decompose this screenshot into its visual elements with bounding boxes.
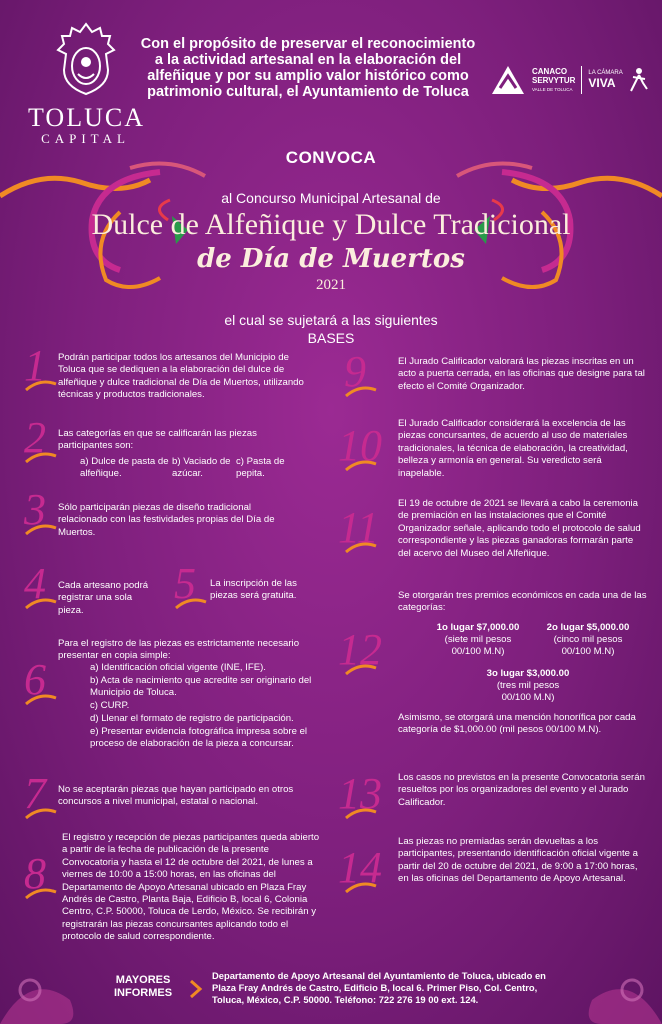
- requirement-b: b) Acta de nacimiento que acredite ser originario del Municipio de Toluca.: [90, 675, 312, 699]
- item-text-1: Podrán participar todos los artesanos del Municipio de Toluca que se dediquen a la elaboración del dulce de alfeñique y dulce tradicional de Día de Muertos, utilizando técnicas y productos tradicionales.: [58, 352, 304, 401]
- canaco-line-1: CANACO: [532, 66, 568, 76]
- swoosh-icon: [344, 880, 378, 894]
- swoosh-icon: [344, 662, 378, 676]
- item-number-8: 8: [24, 849, 46, 898]
- crest-icon: [56, 22, 116, 96]
- requirement-e: e) Presentar evidencia fotográfica impresa sobre el proceso de elaboración de la pieza a concursar.: [90, 726, 308, 750]
- camara-line-2: VIVA: [588, 76, 616, 90]
- more-info-line-1: MAYORES: [115, 974, 171, 986]
- item-number-11: 11: [338, 503, 379, 552]
- item-number-13: 13: [338, 769, 382, 818]
- swoosh-icon: [24, 806, 58, 820]
- contest-title-line-2: de Día de Muertos: [197, 244, 465, 274]
- item-number-14: 14: [338, 843, 382, 892]
- item-text-12-honorable: Asimismo, se otorgará una mención honorífica por cada categoría de $1,000.00 (mil pesos 00/100 M.N).: [398, 712, 636, 736]
- swoosh-icon: [344, 458, 378, 472]
- dancer-icon: [629, 67, 649, 93]
- item-text-3: Sólo participarán piezas de diseño tradicional relacionado con las festividades propias del Día de Muertos.: [58, 502, 275, 538]
- item-text-7: No se aceptarán piezas que hayan participado en otros concursos a nivel municipal, estatal o nacional.: [58, 784, 294, 808]
- prize-3-amount: 3o lugar $3,000.00: [486, 668, 570, 679]
- item-text-14: Las piezas no premiadas serán devueltas a los participantes, presentando identificación oficial vigente a partir del 20 de octubre del 2021, de 9:00 a 17:00 horas, en las oficinas del Departamento de Apoyo Artesanal.: [398, 836, 638, 885]
- swoosh-icon: [344, 540, 378, 554]
- swoosh-icon: [24, 450, 58, 464]
- swoosh-icon: [24, 886, 58, 900]
- item-number-4: 4: [24, 559, 46, 608]
- item-number-9: 9: [344, 347, 366, 396]
- prize-1-words: (siete mil pesos 00/100 M.N): [444, 634, 512, 658]
- item-number-1: 1: [24, 341, 46, 390]
- swoosh-icon: [24, 692, 58, 706]
- swoosh-icon: [24, 522, 58, 536]
- logo-subtitle: CAPITAL: [41, 131, 130, 146]
- swoosh-icon: [24, 378, 58, 392]
- item-text-12: Se otorgarán tres premios económicos en cada una de las categorías:: [398, 590, 647, 614]
- item-text-11: El 19 de octubre de 2021 se llevará a cabo la ceremonia de premiación en las instalaciones que el Comité Organizador señale, aplicando todo el protocolo de salud correspondiente y las piezas ganadoras formarán parte del acervo del Museo del Alfeñique.: [398, 498, 641, 559]
- item-text-13: Los casos no previstos en la presente Convocatoria serán resueltos por los organizadores del evento y el Jurado Calificador.: [398, 772, 645, 808]
- intro-text: Con el propósito de preservar el reconocimiento a la actividad artesanal en la elaboración del alfeñique y por su amplio valor histórico como patrimonio cultural, el Ayuntamiento de Toluca: [140, 36, 476, 100]
- item-text-9: El Jurado Calificador valorará las piezas inscritas en un acto a puerta cerrada, en las oficinas que designe para tal efecto el Comité Organizador.: [398, 356, 645, 392]
- requirement-d: d) Llenar el formato de registro de participación.: [90, 713, 294, 724]
- item-number-7: 7: [24, 769, 46, 818]
- swoosh-icon: [24, 596, 58, 610]
- canaco-logo-text: [532, 67, 575, 94]
- requirement-c: c) CURP.: [90, 700, 130, 711]
- sponsor-logos: [490, 58, 650, 102]
- swoosh-icon: [174, 596, 208, 610]
- category-c: c) Pasta de pepita.: [236, 456, 285, 480]
- logo-name: TOLUCA: [28, 103, 145, 132]
- prize-3-words: (tres mil pesos 00/100 M.N): [496, 680, 560, 704]
- prize-1-amount: 1o lugar $7,000.00: [436, 622, 520, 633]
- contest-year: 2021: [316, 277, 346, 293]
- swoosh-icon: [344, 384, 378, 398]
- swoosh-icon: [344, 806, 378, 820]
- prize-2-words: (cinco mil pesos 00/100 M.N): [553, 634, 623, 658]
- logo-divider: [581, 66, 582, 94]
- item-number-12: 12: [338, 625, 382, 674]
- category-b: b) Vaciado de azúcar.: [172, 456, 231, 480]
- item-number-10: 10: [338, 421, 382, 470]
- footer-contact-text: Departamento de Apoyo Artesanal del Ayuntamiento de Toluca, ubicado en Plaza Fray Andrés de Castro, Edificio B, local 6. Primer Piso, Col. Centro, Toluca, México, C.P. 50000. Teléfono: 722 276 19 00 ext. 124.: [212, 970, 546, 1005]
- toluca-logo: [28, 22, 143, 147]
- more-info-line-2: INFORMES: [114, 987, 173, 999]
- item-number-3: 3: [24, 485, 46, 534]
- category-a: a) Dulce de pasta de alfeñique.: [80, 456, 169, 480]
- item-text-4: Cada artesano podrá registrar una sola pieza.: [58, 580, 149, 616]
- item-text-5: La inscripción de las piezas será gratuita.: [210, 578, 297, 602]
- item-text-6: Para el registro de las piezas es estrictamente necesario presentar en copia simple:: [58, 638, 300, 662]
- camara-viva-logo: [588, 70, 622, 90]
- chevron-right-icon: [188, 978, 204, 1000]
- item-text-2: Las categorías en que se calificarán las piezas participantes son:: [58, 428, 257, 452]
- prize-2-amount: 2o lugar $5,000.00: [546, 622, 630, 633]
- contest-title-line-1: Dulce de Alfeñique y Dulce Tradicional: [91, 208, 571, 241]
- item-text-8: El registro y recepción de piezas participantes queda abierto a partir de la fecha de publicación de la presente Convocatoria y hasta el 12 de octubre del 2021, de lunes a viernes de 10:00 a 15:00 horas, en las oficinas del Departamento de Apoyo Artesanal ubicado en Plaza Fray Andrés de Castro, Planta Baja, Edificio B, local 6, Colonia Centro, C.P. 50000, Toluca de Lerdo, México. Se recibirán y registrarán las piezas concursantes aplicando todo el protocolo de salud correspondiente.: [62, 832, 320, 943]
- convoca-heading: CONVOCA: [285, 148, 377, 167]
- requirement-a: a) Identificación oficial vigente (INE, IFE).: [90, 662, 266, 673]
- canaco-triangle-icon: [490, 64, 526, 96]
- item-number-6: 6: [24, 655, 46, 704]
- camara-line-1: LA CÁMARA: [588, 70, 623, 76]
- subject-text: el cual se sujetará a las siguientes: [224, 312, 438, 328]
- more-info-label: [114, 974, 172, 1000]
- canaco-line-3: VALLE DE TOLUCA: [532, 86, 573, 92]
- item-number-5: 5: [174, 559, 196, 608]
- canaco-line-2: SERVYTUR: [532, 75, 576, 85]
- item-text-10: El Jurado Calificador considerará la excelencia de las piezas concursantes, de acuerdo al uso de materiales tradicionales, la técnica de elaboración, la creatividad, belleza y armonía en general. Su veredicto será inapelable.: [398, 418, 628, 479]
- contest-intro: al Concurso Municipal Artesanal de: [221, 190, 441, 206]
- bases-heading: BASES: [307, 330, 355, 346]
- item-number-2: 2: [24, 413, 46, 462]
